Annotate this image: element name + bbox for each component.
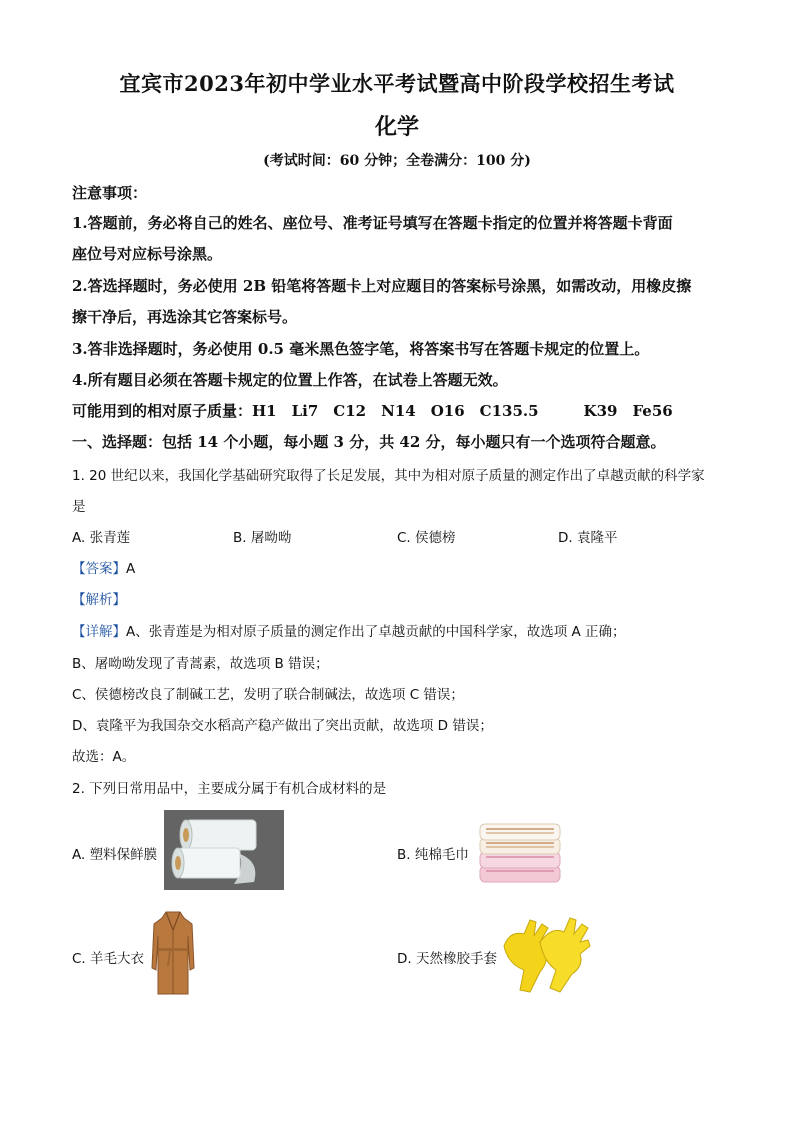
rubber-gloves-image [500,912,592,996]
q1-detail-d: D、袁隆平为我国杂交水稻高产稳产做出了突出贡献，故选项 D 错误； [72,718,493,734]
section-heading: 一、选择题：包括 14 个小题，每小题 3 分，共 42 分，每小题只有一个选项符合题意。 [72,433,666,451]
towel-image [474,808,566,888]
q1-detail-a [72,620,732,640]
plastic-wrap-image [164,810,284,890]
q2-option-d: D. 天然橡胶手套 [397,951,497,967]
q2-option-a: A. 塑料保鲜膜 [72,847,158,863]
analysis-tag: 【解析】 [72,592,126,608]
notes-heading: 注意事项： [72,184,148,202]
q1-detail-b: B、屠呦呦发现了青蒿素，故选项 B 错误； [72,656,329,672]
q1-answer [72,557,732,577]
exam-title: 宜宾市2023年初中学业水平考试暨高中阶段学校招生考试 [119,71,675,96]
note-4: 4.所有题目必须在答题卡规定的位置上作答，在试卷上答题无效。 [72,371,508,389]
answer-value: A [126,561,136,577]
note-3: 3.答非选择题时，务必使用 0.5 毫米黑色签字笔，将答案书写在答题卡规定的位置上。 [72,340,650,358]
q1-option-a: A. 张青莲 [72,530,131,546]
detail-a-text: A、张青莲是为相对原子质量的测定作出了卓越贡献的中国科学家，故选项 A 正确； [126,624,626,640]
q2-option-c: C. 羊毛大衣 [72,951,145,967]
q2-option-b: B. 纯棉毛巾 [397,847,469,863]
note-2a: 2.答选择题时，务必使用 2B 铅笔将答题卡上对应题目的答案标号涂黑，如需改动，用橡皮擦 [72,277,692,295]
q1-detail-c: C、侯德榜改良了制碱工艺，发明了联合制碱法，故选项 C 错误； [72,687,464,703]
q2-stem: 2. 下列日常用品中，主要成分属于有机合成材料的是 [72,781,387,797]
q1-option-b: B. 屠呦呦 [233,530,292,546]
q1-option-d: D. 袁隆平 [558,530,618,546]
exam-info: (考试时间：60 分钟；全卷满分：100 分) [263,153,531,169]
q1-conclusion: 故选：A。 [72,749,136,765]
q1-stem-line2: 是 [72,499,86,515]
q1-option-c: C. 侯德榜 [397,530,456,546]
atomic-mass-list: 可能用到的相对原子质量：H1 Li7 C12 N14 O16 C135.5 K39 Fe56 [72,402,673,420]
note-1b: 座位号对应标号涂黑。 [72,245,223,263]
q1-stem-line1: 1. 20 世纪以来，我国化学基础研究取得了长足发展，其中为相对原子质量的测定作出了卓越贡献的科学家 [72,468,705,484]
subject-title: 化学 [374,114,419,140]
wool-coat-image [148,908,198,996]
note-2b: 擦干净后，再选涂其它答案标号。 [72,308,298,326]
note-1a: 1.答题前，务必将自己的姓名、座位号、准考证号填写在答题卡指定的位置并将答题卡背面 [72,214,673,232]
detail-tag: 【详解】 [72,624,126,640]
answer-tag: 【答案】 [72,561,126,577]
